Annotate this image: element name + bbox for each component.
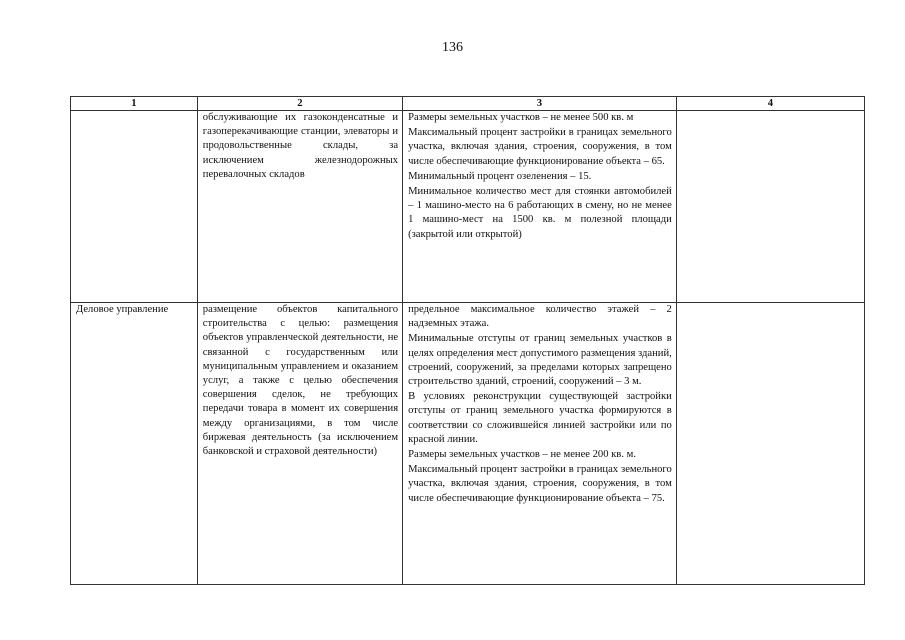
row1-col4 (676, 111, 864, 303)
row2-param-3: В условиях реконструкции существующей застройки отступы от границ земельного участка формируются в соответствии со сложившейся линией застройки или по красной линии. (408, 391, 672, 445)
row1-param-3: Минимальный процент озеленения – 15. (408, 170, 592, 182)
row2-param-2: Минимальные отступы от границ земельных участков в целях определения мест допустимого размещения зданий, строений, сооружений, за пределами которых запрещено строительство зданий, строений, сооружений – 3 м. (408, 333, 672, 388)
row1-param-1: Размеры земельных участков – не менее 500 кв. м (408, 112, 634, 123)
row1-param-2: Максимальный процент застройки в границах земельного участка, включая здания, строения, сооружения, в том числе обеспечивающие функционирование объекта – 65. (408, 127, 672, 167)
header-cell-2: 2 (197, 97, 402, 111)
row1-param-4: Минимальное количество мест для стоянки автомобилей – 1 машино-место на 6 работающих в смену, но не менее 1 машино-мест на 1500 кв. м полезной площади (закрытой или открытой) (408, 186, 672, 240)
table-row (71, 111, 865, 303)
row1-use-description (197, 111, 402, 303)
row2-param-4: Размеры земельных участков – не менее 200 кв. м. (408, 449, 636, 461)
table-header-row (71, 97, 865, 111)
row2-param-5: Максимальный процент застройки в границах земельного участка, включая здания, строения, сооружения, в том числе обеспечивающие функционирование объекта – 75. (408, 464, 672, 504)
row1-description-text: обслуживающие их газоконденсатные и газоперекачивающие станции, элеваторы и продовольственные склады, за исключением железнодорожных перевалочных складов (202, 112, 399, 180)
row1-use-name (71, 111, 198, 303)
row2-description-text: размещение объектов капитального строительства с целью: размещения объектов управленческой деятельности, не связанной с государственным или муниципальным управлением и оказанием услуг, а также с целью обеспечения совершения сделок, не требующих передачи товара в момент их совершения между организациями, в том числе биржевая деятельность (за исключением банковской и страховой деятельности) (202, 304, 399, 458)
header-cell-4: 4 (676, 97, 864, 111)
row2-parameters (403, 303, 677, 585)
row2-use-name: Деловое управление (71, 303, 198, 585)
header-cell-3: 3 (403, 97, 677, 111)
row2-param-1: предельное максимальное количество этажей – 2 надземных этажа. (408, 304, 672, 330)
header-cell-1: 1 (71, 97, 198, 111)
row2-use-description (197, 303, 402, 585)
row2-col4 (676, 303, 864, 585)
page-number: 136 (442, 40, 463, 55)
row1-parameters (403, 111, 677, 303)
regulations-table (70, 96, 865, 585)
table-row (71, 303, 865, 585)
